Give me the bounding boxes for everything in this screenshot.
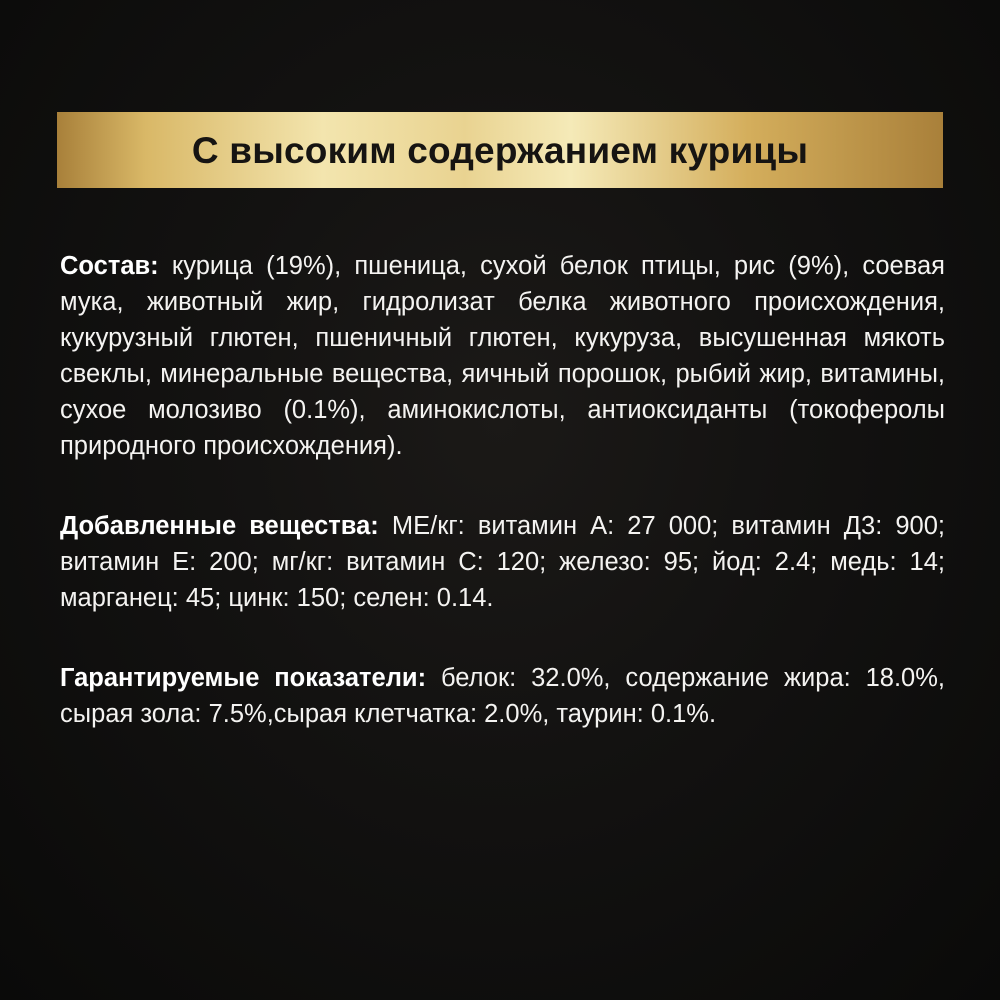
additives-paragraph	[60, 508, 945, 616]
guaranteed-label: Гарантируемые показатели:	[60, 664, 427, 692]
composition-paragraph	[60, 248, 945, 464]
guaranteed-paragraph	[60, 660, 945, 732]
headline-banner-fill	[57, 112, 943, 188]
composition-text: курица (19%), пшеница, сухой белок птицы, рис (9%), соевая мука, животный жир, гидролизат белка животного происхождения, кукурузный глютен, пшеничный глютен, кукуруза, высушенная мякоть свеклы, минеральные вещества, яичный порошок, рыбий жир, витамины, сухое молозиво (0.1%), аминокислоты, антиоксиданты (токоферолы природного происхождения).	[60, 252, 945, 460]
guaranteed-text: белок: 32.0%, содержание жира: 18.0%, сырая зола: 7.5%,сырая клетчатка: 2.0%, таурин: 0.1%.	[60, 664, 945, 728]
headline-banner-title: С высоким содержанием курицы	[191, 129, 809, 171]
composition-label: Состав:	[60, 252, 159, 280]
additives-label: Добавленные вещества:	[60, 512, 379, 540]
label-content	[60, 248, 945, 732]
headline-banner	[57, 112, 943, 188]
additives-text: МЕ/кг: витамин А: 27 000; витамин Д3: 900; витамин Е: 200; мг/кг: витамин С: 120; железо: 95; йод: 2.4; медь: 14; марганец: 45; цинк: 150; селен: 0.14.	[60, 512, 945, 612]
